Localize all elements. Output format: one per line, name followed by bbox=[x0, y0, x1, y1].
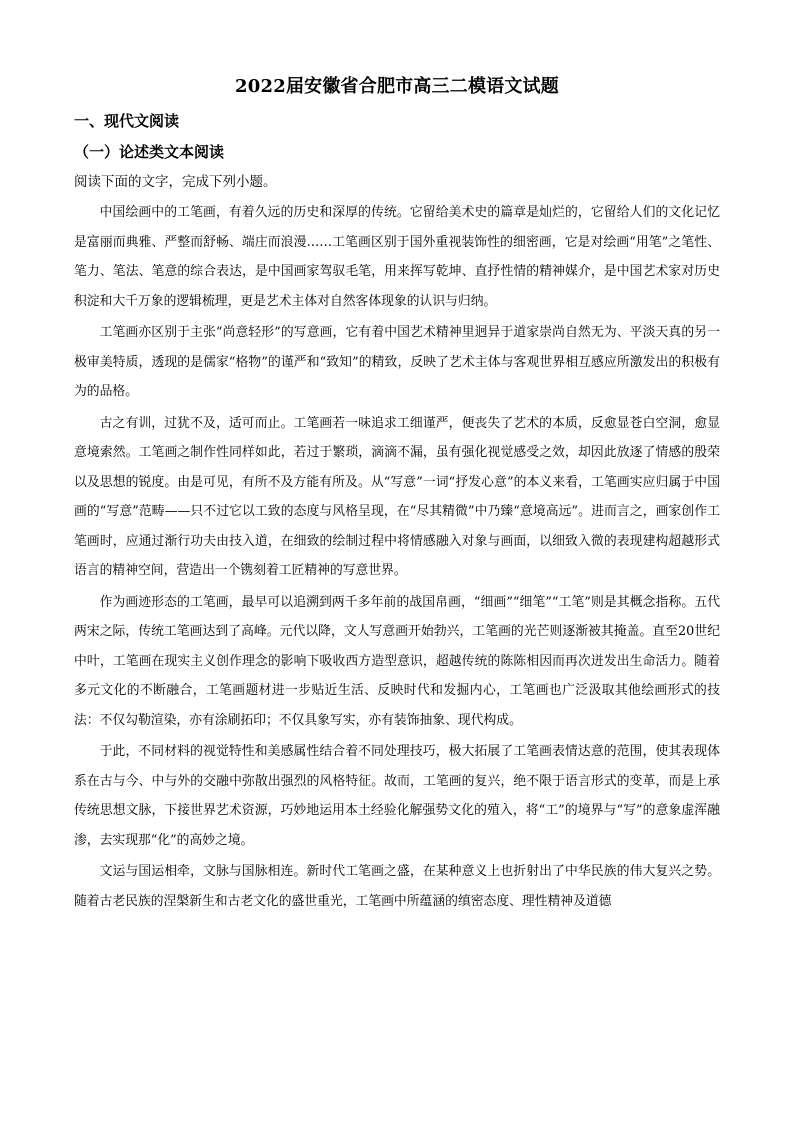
paragraph: 古之有训，过犹不及，适可而止。工笔画若一味追求工细谨严，便丧失了艺术的本质，反愈显苍白空洞，愈显意境索然。工笔画之制作性同样如此，若过于繁琐，滴滴不漏，虽有强化视觉感受之效，却因此放逐了情感的殷荣以及思想的锐度。由是可见，有所不及方能有所及。从“写意”一词“抒发心意”的本义来看，工笔画实应归属于中国画的“写意”范畴——只不过它以工致的态度与风格呈现，在“尽其精微”中乃臻“意境高远”。进而言之，画家创作工笔画时，应通过渐行功夫由技入道，在细致的绘制过程中将情感融入对象与画面，以细致入微的表现建构超越形式语言的精神空间，营造出一个镌刻着工匠精神的写意世界。 bbox=[74, 415, 720, 578]
paragraph: 中国绘画中的工笔画，有着久远的历史和深厚的传统。它留给美术史的篇章是灿烂的，它留给人们的文化记忆是富丽而典雅、严整而舒畅、端庄而浪漫……工笔画区别于国外重视装饰性的细密画，它是对绘画“用笔”之笔性、笔力、笔法、笔意的综合表达，是中国画家驾驭毛笔，用来挥写乾坤、直抒性情的精神媒介，是中国艺术家对历史积淀和大千万象的逻辑梳理，更是艺术主体对自然客体现象的认识与归纳。 bbox=[74, 205, 720, 309]
section-heading: 一、现代文阅读 bbox=[74, 112, 180, 130]
subsection-heading: （一）论述类文本阅读 bbox=[74, 143, 225, 161]
document-title: 2022届安徽省合肥市高三二模语文试题 bbox=[235, 76, 559, 97]
paragraph: 工笔画亦区别于主张“尚意轻形”的写意画，它有着中国艺术精神里迥异于道家崇尚自然无为、平淡天真的另一极审美特质，透现的是儒家“格物”的谨严和“致知”的精致，反映了艺术主体与客观世界相互感应所激发出的积极有为的品格。 bbox=[74, 325, 720, 399]
paragraph: 作为画迹形态的工笔画，最早可以追溯到两千多年前的战国帛画，“细画”“细笔”“工笔”则是其概念指称。五代两宋之际，传统工笔画达到了高峰。元代以降，文人写意画开始勃兴，工笔画的光芒则逐渐被其掩盖。直至20世纪中叶，工笔画在现实主义创作理念的影响下吸收西方造型意识，超越传统的陈陈相因而再次迸发出生命活力。随着多元文化的不断融合，工笔画题材进一步贴近生活、反映时代和发掘内心，工笔画也广泛汲取其他绘画形式的技法：不仅勾勒渲染，亦有涂刷拓印；不仅具象写实，亦有装饰抽象、现代构成。 bbox=[74, 594, 720, 728]
paragraph: 于此，不同材料的视觉特性和美感属性结合着不同处理技巧，极大拓展了工笔画表情达意的范围，使其表现体系在古与今、中与外的交融中弥散出强烈的风格特征。故而，工笔画的复兴，绝不限于语言形式的变革，而是上承传统思想文脉，下接世界艺术资源，巧妙地运用本土经验化解强势文化的殖入，将“工”的境界与“写”的意象虚浑融渗，去实现那“化”的高妙之境。 bbox=[74, 744, 720, 848]
paragraph: 文运与国运相牵，文脉与国脉相连。新时代工笔画之盛，在某种意义上也折射出了中华民族的伟大复兴之势。随着古老民族的涅槃新生和古老文化的盛世重光，工笔画中所蕴涵的缜密态度、理性精神及道德 bbox=[74, 864, 720, 909]
instruction-text: 阅读下面的文字，完成下列小题。 bbox=[74, 174, 277, 190]
